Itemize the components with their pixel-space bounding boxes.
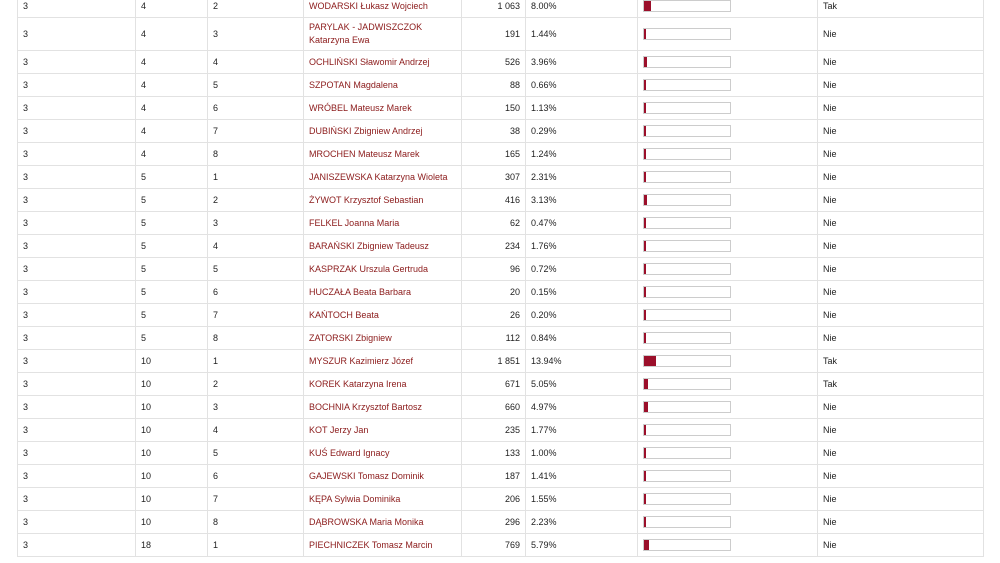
votes-cell: 88 <box>462 74 526 97</box>
table-row <box>18 258 984 281</box>
candidate-cell <box>304 511 462 534</box>
votes-cell: 191 <box>462 18 526 51</box>
candidate-link[interactable]: WODARSKI Łukasz Wojciech <box>309 0 428 11</box>
candidate-cell <box>304 143 462 166</box>
bar-cell <box>638 143 818 166</box>
elected-cell: Nie <box>818 258 984 281</box>
elected-cell: Nie <box>818 396 984 419</box>
table-row <box>18 488 984 511</box>
position-cell: 6 <box>208 281 304 304</box>
list-number-cell: 5 <box>136 258 208 281</box>
votes-cell: 26 <box>462 304 526 327</box>
vote-share-bar-fill <box>644 494 646 504</box>
percent-cell: 3.13% <box>526 189 638 212</box>
vote-share-bar-fill <box>644 241 646 251</box>
bar-cell <box>638 189 818 212</box>
elected-cell: Nie <box>818 281 984 304</box>
vote-share-bar-fill <box>644 310 646 320</box>
elected-cell: Nie <box>818 143 984 166</box>
district-cell: 3 <box>18 281 136 304</box>
bar-cell <box>638 74 818 97</box>
vote-share-bar-fill <box>644 356 656 366</box>
vote-share-bar <box>643 194 731 206</box>
district-cell: 3 <box>18 258 136 281</box>
position-cell: 3 <box>208 396 304 419</box>
votes-cell: 671 <box>462 373 526 396</box>
votes-cell: 235 <box>462 419 526 442</box>
percent-cell: 0.84% <box>526 327 638 350</box>
district-cell: 3 <box>18 120 136 143</box>
percent-cell: 0.29% <box>526 120 638 143</box>
list-number-cell: 10 <box>136 419 208 442</box>
candidate-link[interactable]: DUBIŃSKI Zbigniew Andrzej <box>309 125 423 136</box>
list-number-cell: 4 <box>136 74 208 97</box>
votes-cell: 769 <box>462 534 526 557</box>
percent-cell: 4.97% <box>526 396 638 419</box>
vote-share-bar <box>643 493 731 505</box>
district-cell: 3 <box>18 74 136 97</box>
table-row <box>18 350 984 373</box>
percent-cell: 0.20% <box>526 304 638 327</box>
elected-cell: Nie <box>818 97 984 120</box>
votes-cell: 20 <box>462 281 526 304</box>
district-cell: 3 <box>18 511 136 534</box>
elected-cell: Nie <box>818 212 984 235</box>
candidate-cell <box>304 74 462 97</box>
candidate-cell <box>304 350 462 373</box>
candidate-cell <box>304 0 462 18</box>
elected-cell: Nie <box>818 419 984 442</box>
elected-cell: Nie <box>818 534 984 557</box>
candidate-link[interactable]: HUCZAŁA Beata Barbara <box>309 286 412 297</box>
bar-cell <box>638 235 818 258</box>
vote-share-bar-fill <box>644 402 648 412</box>
district-cell: 3 <box>18 51 136 74</box>
votes-cell: 187 <box>462 465 526 488</box>
bar-cell <box>638 488 818 511</box>
position-cell: 5 <box>208 442 304 465</box>
vote-share-bar <box>643 263 731 275</box>
candidate-cell <box>304 258 462 281</box>
list-number-cell: 4 <box>136 120 208 143</box>
votes-cell: 150 <box>462 97 526 120</box>
list-number-cell: 10 <box>136 373 208 396</box>
table-row <box>18 534 984 557</box>
candidate-link[interactable]: DĄBROWSKA Maria Monika <box>309 516 424 527</box>
candidate-cell <box>304 442 462 465</box>
district-cell: 3 <box>18 166 136 189</box>
district-cell: 3 <box>18 465 136 488</box>
position-cell: 1 <box>208 350 304 373</box>
vote-share-bar <box>643 148 731 160</box>
vote-share-bar-fill <box>644 517 646 527</box>
position-cell: 1 <box>208 534 304 557</box>
percent-cell: 3.96% <box>526 51 638 74</box>
candidate-link[interactable]: FELKEL Joanna Maria <box>309 217 400 228</box>
bar-cell <box>638 442 818 465</box>
vote-share-bar <box>643 0 731 12</box>
district-cell: 3 <box>18 350 136 373</box>
table-row <box>18 166 984 189</box>
candidate-link[interactable]: ZATORSKI Zbigniew <box>309 332 392 343</box>
candidate-cell <box>304 281 462 304</box>
table-row <box>18 143 984 166</box>
elected-cell: Nie <box>818 166 984 189</box>
candidate-link[interactable]: GAJEWSKI Tomasz Dominik <box>309 470 424 481</box>
list-number-cell: 10 <box>136 396 208 419</box>
vote-share-bar-fill <box>644 149 646 159</box>
vote-share-bar-fill <box>644 333 646 343</box>
candidate-link[interactable]: OCHLIŃSKI Sławomir Andrzej <box>309 56 430 67</box>
vote-share-bar-fill <box>644 80 646 90</box>
vote-share-bar <box>643 286 731 298</box>
list-number-cell: 5 <box>136 304 208 327</box>
district-cell: 3 <box>18 327 136 350</box>
position-cell: 6 <box>208 465 304 488</box>
percent-cell: 0.66% <box>526 74 638 97</box>
vote-share-bar-fill <box>644 287 646 297</box>
table-row <box>18 373 984 396</box>
table-row <box>18 212 984 235</box>
bar-cell <box>638 419 818 442</box>
percent-cell: 1.44% <box>526 18 638 51</box>
percent-cell: 2.31% <box>526 166 638 189</box>
list-number-cell: 4 <box>136 51 208 74</box>
candidate-cell <box>304 166 462 189</box>
list-number-cell: 4 <box>136 0 208 18</box>
vote-share-bar-fill <box>644 264 646 274</box>
district-cell: 3 <box>18 442 136 465</box>
elected-cell: Nie <box>818 465 984 488</box>
elected-cell: Nie <box>818 511 984 534</box>
position-cell: 5 <box>208 258 304 281</box>
vote-share-bar <box>643 378 731 390</box>
votes-cell: 133 <box>462 442 526 465</box>
vote-share-bar-fill <box>644 172 646 182</box>
table-row <box>18 120 984 143</box>
candidate-cell <box>304 373 462 396</box>
district-cell: 3 <box>18 304 136 327</box>
district-cell: 3 <box>18 419 136 442</box>
district-cell: 3 <box>18 143 136 166</box>
elected-cell: Nie <box>818 189 984 212</box>
list-number-cell: 18 <box>136 534 208 557</box>
candidate-link[interactable]: KĘPA Sylwia Dominika <box>309 493 401 504</box>
vote-share-bar <box>643 447 731 459</box>
percent-cell: 0.15% <box>526 281 638 304</box>
position-cell: 8 <box>208 511 304 534</box>
vote-share-bar <box>643 79 731 91</box>
candidate-link[interactable]: KOREK Katarzyna Irena <box>309 378 407 389</box>
position-cell: 5 <box>208 74 304 97</box>
candidate-cell <box>304 212 462 235</box>
bar-cell <box>638 212 818 235</box>
bar-cell <box>638 281 818 304</box>
list-number-cell: 4 <box>136 18 208 51</box>
position-cell: 2 <box>208 189 304 212</box>
vote-share-bar <box>643 401 731 413</box>
bar-cell <box>638 350 818 373</box>
position-cell: 8 <box>208 327 304 350</box>
table-row <box>18 419 984 442</box>
candidate-cell <box>304 235 462 258</box>
table-row <box>18 465 984 488</box>
votes-cell: 234 <box>462 235 526 258</box>
district-cell: 3 <box>18 396 136 419</box>
bar-cell <box>638 166 818 189</box>
bar-cell <box>638 51 818 74</box>
candidate-link[interactable]: KASPRZAK Urszula Gertruda <box>309 263 429 274</box>
candidate-cell <box>304 465 462 488</box>
results-table <box>17 0 984 557</box>
list-number-cell: 10 <box>136 488 208 511</box>
votes-cell: 1 851 <box>462 350 526 373</box>
bar-cell <box>638 511 818 534</box>
candidate-link[interactable]: KAŃTOCH Beata <box>309 309 379 320</box>
votes-cell: 38 <box>462 120 526 143</box>
votes-cell: 62 <box>462 212 526 235</box>
vote-share-bar <box>643 217 731 229</box>
percent-cell: 1.55% <box>526 488 638 511</box>
table-row <box>18 442 984 465</box>
bar-cell <box>638 120 818 143</box>
elected-cell: Nie <box>818 74 984 97</box>
elected-cell: Nie <box>818 235 984 258</box>
position-cell: 4 <box>208 235 304 258</box>
percent-cell: 1.00% <box>526 442 638 465</box>
candidate-cell <box>304 419 462 442</box>
position-cell: 7 <box>208 488 304 511</box>
list-number-cell: 10 <box>136 511 208 534</box>
bar-cell <box>638 327 818 350</box>
votes-cell: 307 <box>462 166 526 189</box>
table-row <box>18 235 984 258</box>
district-cell: 3 <box>18 534 136 557</box>
position-cell: 4 <box>208 419 304 442</box>
candidate-link[interactable]: SZPOTAN Magdalena <box>309 79 398 90</box>
table-row <box>18 18 984 51</box>
votes-cell: 526 <box>462 51 526 74</box>
candidate-cell <box>304 97 462 120</box>
vote-share-bar <box>643 309 731 321</box>
candidate-cell <box>304 304 462 327</box>
vote-share-bar <box>643 56 731 68</box>
district-cell: 3 <box>18 18 136 51</box>
candidate-cell <box>304 534 462 557</box>
bar-cell <box>638 97 818 120</box>
bar-cell <box>638 18 818 51</box>
percent-cell: 1.24% <box>526 143 638 166</box>
candidate-cell <box>304 51 462 74</box>
votes-cell: 660 <box>462 396 526 419</box>
vote-share-bar <box>643 470 731 482</box>
bar-cell <box>638 258 818 281</box>
district-cell: 3 <box>18 97 136 120</box>
votes-cell: 112 <box>462 327 526 350</box>
vote-share-bar-fill <box>644 126 646 136</box>
vote-share-bar-fill <box>644 425 646 435</box>
table-row <box>18 281 984 304</box>
position-cell: 2 <box>208 0 304 18</box>
percent-cell: 1.76% <box>526 235 638 258</box>
candidate-link[interactable]: ŻYWOT Krzysztof Sebastian <box>309 194 424 205</box>
vote-share-bar <box>643 516 731 528</box>
vote-share-bar-fill <box>644 448 646 458</box>
list-number-cell: 5 <box>136 281 208 304</box>
percent-cell: 1.13% <box>526 97 638 120</box>
district-cell: 3 <box>18 212 136 235</box>
list-number-cell: 4 <box>136 143 208 166</box>
percent-cell: 5.79% <box>526 534 638 557</box>
position-cell: 8 <box>208 143 304 166</box>
table-row <box>18 511 984 534</box>
candidate-link[interactable]: KOT Jerzy Jan <box>309 424 369 435</box>
candidate-link[interactable]: MROCHEN Mateusz Marek <box>309 148 420 159</box>
list-number-cell: 5 <box>136 166 208 189</box>
vote-share-bar <box>643 102 731 114</box>
candidate-link[interactable]: KUŚ Edward Ignacy <box>309 447 390 458</box>
vote-share-bar <box>643 332 731 344</box>
results-table-body <box>18 0 984 557</box>
elected-cell: Nie <box>818 51 984 74</box>
candidate-link[interactable]: JANISZEWSKA Katarzyna Wioleta <box>309 171 448 182</box>
list-number-cell: 10 <box>136 442 208 465</box>
position-cell: 3 <box>208 212 304 235</box>
district-cell: 3 <box>18 235 136 258</box>
votes-cell: 1 063 <box>462 0 526 18</box>
vote-share-bar <box>643 539 731 551</box>
elected-cell: Nie <box>818 120 984 143</box>
bar-cell <box>638 465 818 488</box>
percent-cell: 0.72% <box>526 258 638 281</box>
elected-cell: Nie <box>818 488 984 511</box>
percent-cell: 8.00% <box>526 0 638 18</box>
vote-share-bar <box>643 240 731 252</box>
votes-cell: 165 <box>462 143 526 166</box>
list-number-cell: 4 <box>136 97 208 120</box>
vote-share-bar <box>643 355 731 367</box>
vote-share-bar-fill <box>644 218 646 228</box>
bar-cell <box>638 396 818 419</box>
candidate-link[interactable]: PIECHNICZEK Tomasz Marcin <box>309 539 433 550</box>
vote-share-bar-fill <box>644 195 647 205</box>
elected-cell: Nie <box>818 304 984 327</box>
position-cell: 4 <box>208 51 304 74</box>
table-row <box>18 327 984 350</box>
votes-cell: 96 <box>462 258 526 281</box>
bar-cell <box>638 304 818 327</box>
candidate-cell <box>304 120 462 143</box>
candidate-cell <box>304 189 462 212</box>
candidate-cell <box>304 396 462 419</box>
candidate-link[interactable]: MYSZUR Kazimierz Józef <box>309 355 414 366</box>
district-cell: 3 <box>18 189 136 212</box>
percent-cell: 0.47% <box>526 212 638 235</box>
table-row <box>18 51 984 74</box>
vote-share-bar <box>643 125 731 137</box>
votes-cell: 296 <box>462 511 526 534</box>
candidate-cell <box>304 488 462 511</box>
vote-share-bar-fill <box>644 1 651 11</box>
vote-share-bar-fill <box>644 29 646 39</box>
position-cell: 7 <box>208 120 304 143</box>
table-row <box>18 396 984 419</box>
percent-cell: 1.77% <box>526 419 638 442</box>
elected-cell: Nie <box>818 18 984 51</box>
table-row <box>18 97 984 120</box>
list-number-cell: 5 <box>136 327 208 350</box>
votes-cell: 416 <box>462 189 526 212</box>
district-cell: 3 <box>18 488 136 511</box>
vote-share-bar-fill <box>644 379 648 389</box>
candidate-cell <box>304 327 462 350</box>
vote-share-bar-fill <box>644 540 649 550</box>
elected-cell: Tak <box>818 0 984 18</box>
list-number-cell: 5 <box>136 189 208 212</box>
elected-cell: Nie <box>818 442 984 465</box>
candidate-cell <box>304 18 462 51</box>
percent-cell: 5.05% <box>526 373 638 396</box>
elected-cell: Tak <box>818 350 984 373</box>
percent-cell: 13.94% <box>526 350 638 373</box>
position-cell: 7 <box>208 304 304 327</box>
percent-cell: 2.23% <box>526 511 638 534</box>
position-cell: 6 <box>208 97 304 120</box>
elected-cell: Tak <box>818 373 984 396</box>
position-cell: 1 <box>208 166 304 189</box>
candidate-link[interactable]: BOCHNIA Krzysztof Bartosz <box>309 401 423 412</box>
candidate-link[interactable]: WRÓBEL Mateusz Marek <box>309 102 412 113</box>
position-cell: 2 <box>208 373 304 396</box>
bar-cell <box>638 534 818 557</box>
vote-share-bar-fill <box>644 103 646 113</box>
table-row <box>18 189 984 212</box>
vote-share-bar-fill <box>644 471 646 481</box>
district-cell: 3 <box>18 0 136 18</box>
elected-cell: Nie <box>818 327 984 350</box>
vote-share-bar <box>643 424 731 436</box>
bar-cell <box>638 0 818 18</box>
votes-cell: 206 <box>462 488 526 511</box>
district-cell: 3 <box>18 373 136 396</box>
list-number-cell: 10 <box>136 350 208 373</box>
list-number-cell: 5 <box>136 235 208 258</box>
candidate-link[interactable]: PARYLAK - JADWISZCZOK Katarzyna Ewa <box>309 22 423 45</box>
list-number-cell: 5 <box>136 212 208 235</box>
percent-cell: 1.41% <box>526 465 638 488</box>
vote-share-bar <box>643 28 731 40</box>
candidate-link[interactable]: BARAŃSKI Zbigniew Tadeusz <box>309 240 429 251</box>
bar-cell <box>638 373 818 396</box>
table-row <box>18 74 984 97</box>
table-row <box>18 304 984 327</box>
table-row <box>18 0 984 18</box>
vote-share-bar-fill <box>644 57 647 67</box>
position-cell: 3 <box>208 18 304 51</box>
list-number-cell: 10 <box>136 465 208 488</box>
vote-share-bar <box>643 171 731 183</box>
